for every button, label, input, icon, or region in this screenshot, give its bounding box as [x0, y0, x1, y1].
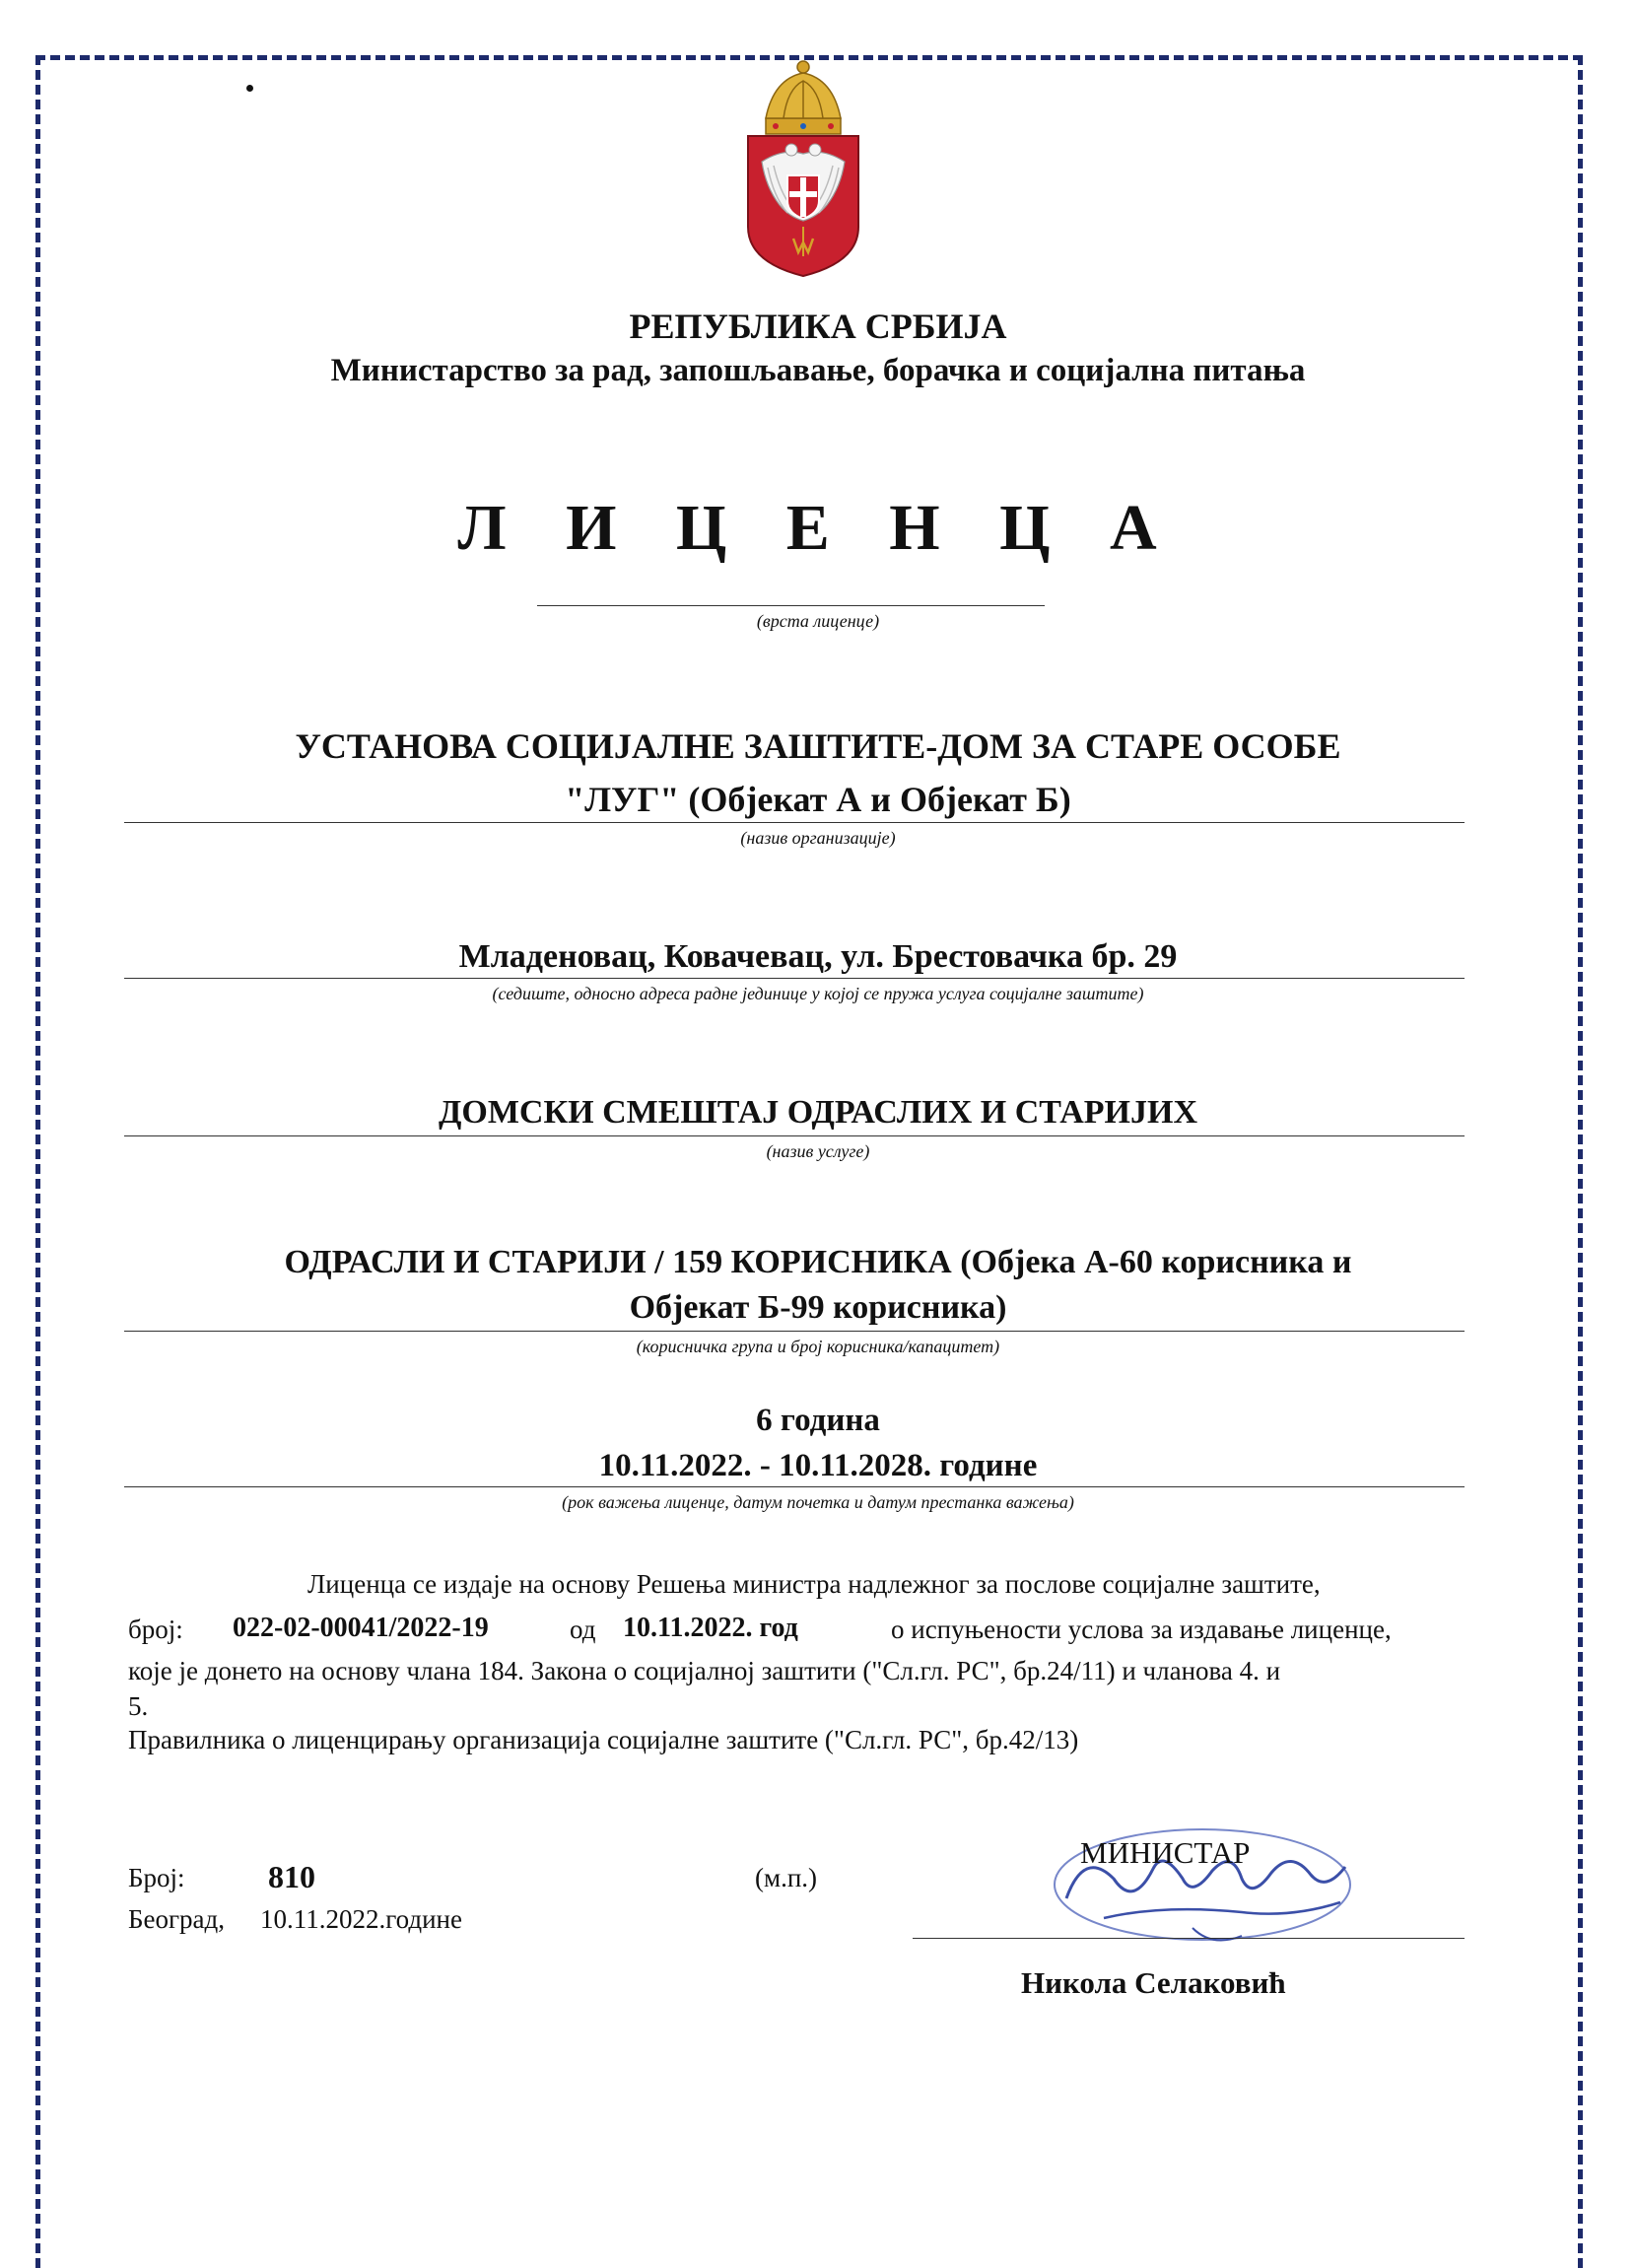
document-title: Л И Ц Е Н Ц А [457, 492, 1179, 564]
footer-number: 810 [268, 1859, 315, 1894]
footer-place-label: Београд, [128, 1904, 226, 1934]
basis-line5: Правилника о лиценцирању организација социјалне заштите ("Сл.гл. РС", бр.42/13) [128, 1725, 1079, 1754]
organization-name-line1: УСТАНОВА СОЦИЈАЛНЕ ЗАШТИТЕ-ДОМ ЗА СТАРЕ ОСОБЕ [295, 726, 1341, 766]
republic-heading: РЕПУБЛИКА СРБИЈА [629, 307, 1007, 346]
license-type-caption: (врста лиценце) [756, 611, 880, 631]
basis-decision-date: 10.11.2022. год [623, 1613, 798, 1643]
basis-decision-number: 022-02-00041/2022-19 [233, 1613, 489, 1643]
basis-line4: 5. [128, 1691, 149, 1721]
minister-name: Никола Селаковић [1021, 1965, 1286, 2000]
license-type-line [537, 605, 1045, 606]
signature-line [913, 1938, 1465, 1939]
basis-line2-rest: о испуњености услова за издавање лиценце, [891, 1615, 1392, 1644]
coat-of-arms-icon [744, 59, 862, 278]
footer-number-label: Број: [128, 1863, 185, 1892]
basis-from-label: од [570, 1615, 596, 1644]
service-caption: (назив услуге) [766, 1141, 870, 1161]
ministry-heading: Министарство за рад, запошљавање, борачка и социјална питања [330, 353, 1306, 388]
signature-image [1045, 1810, 1370, 1958]
service-value: ДОМСКИ СМЕШТАЈ ОДРАСЛИХ И СТАРИЈИХ [439, 1094, 1197, 1131]
users-line2: Објекат Б-99 корисника) [629, 1289, 1007, 1326]
organization-name-line2: "ЛУГ" (Објекат А и Објекат Б) [565, 780, 1071, 819]
validity-duration: 6 година [756, 1403, 880, 1438]
validity-line [124, 1486, 1465, 1487]
organization-line [124, 822, 1465, 823]
basis-line1: Лиценца се издаје на основу Решења министра надлежног за послове социјалне заштите, [307, 1569, 1321, 1599]
address-line [124, 978, 1465, 979]
users-line1: ОДРАСЛИ И СТАРИЈИ / 159 КОРИСНИКА (Објека А-60 корисника и [284, 1244, 1352, 1280]
users-line [124, 1331, 1465, 1332]
crown-icon [766, 61, 841, 134]
footer-place-date: 10.11.2022.године [260, 1904, 462, 1934]
service-line [124, 1135, 1465, 1136]
validity-dates: 10.11.2022. - 10.11.2028. године [598, 1448, 1038, 1483]
validity-caption: (рок важења лиценце, датум почетка и датум престанка важења) [562, 1492, 1074, 1512]
address-value: Младеновац, Ковачевац, ул. Брестовачка бр. 29 [458, 938, 1178, 975]
minister-title: МИНИСТАР [1080, 1835, 1251, 1870]
basis-line3: које је донето на основу члана 184. Закона о социјалној заштити ("Сл.гл. РС", бр.24/11) и чланова 4. и [128, 1656, 1281, 1685]
basis-number-label: број: [128, 1615, 183, 1644]
seal-placeholder: (м.п.) [755, 1863, 818, 1892]
users-caption: (корисничка група и број корисника/капацитет) [636, 1337, 1000, 1356]
ink-dot [246, 85, 253, 92]
organization-caption: (назив организације) [740, 828, 896, 848]
address-caption: (седиште, односно адреса радне јединице у којој се пружа услуга социјалне заштите) [492, 984, 1144, 1003]
